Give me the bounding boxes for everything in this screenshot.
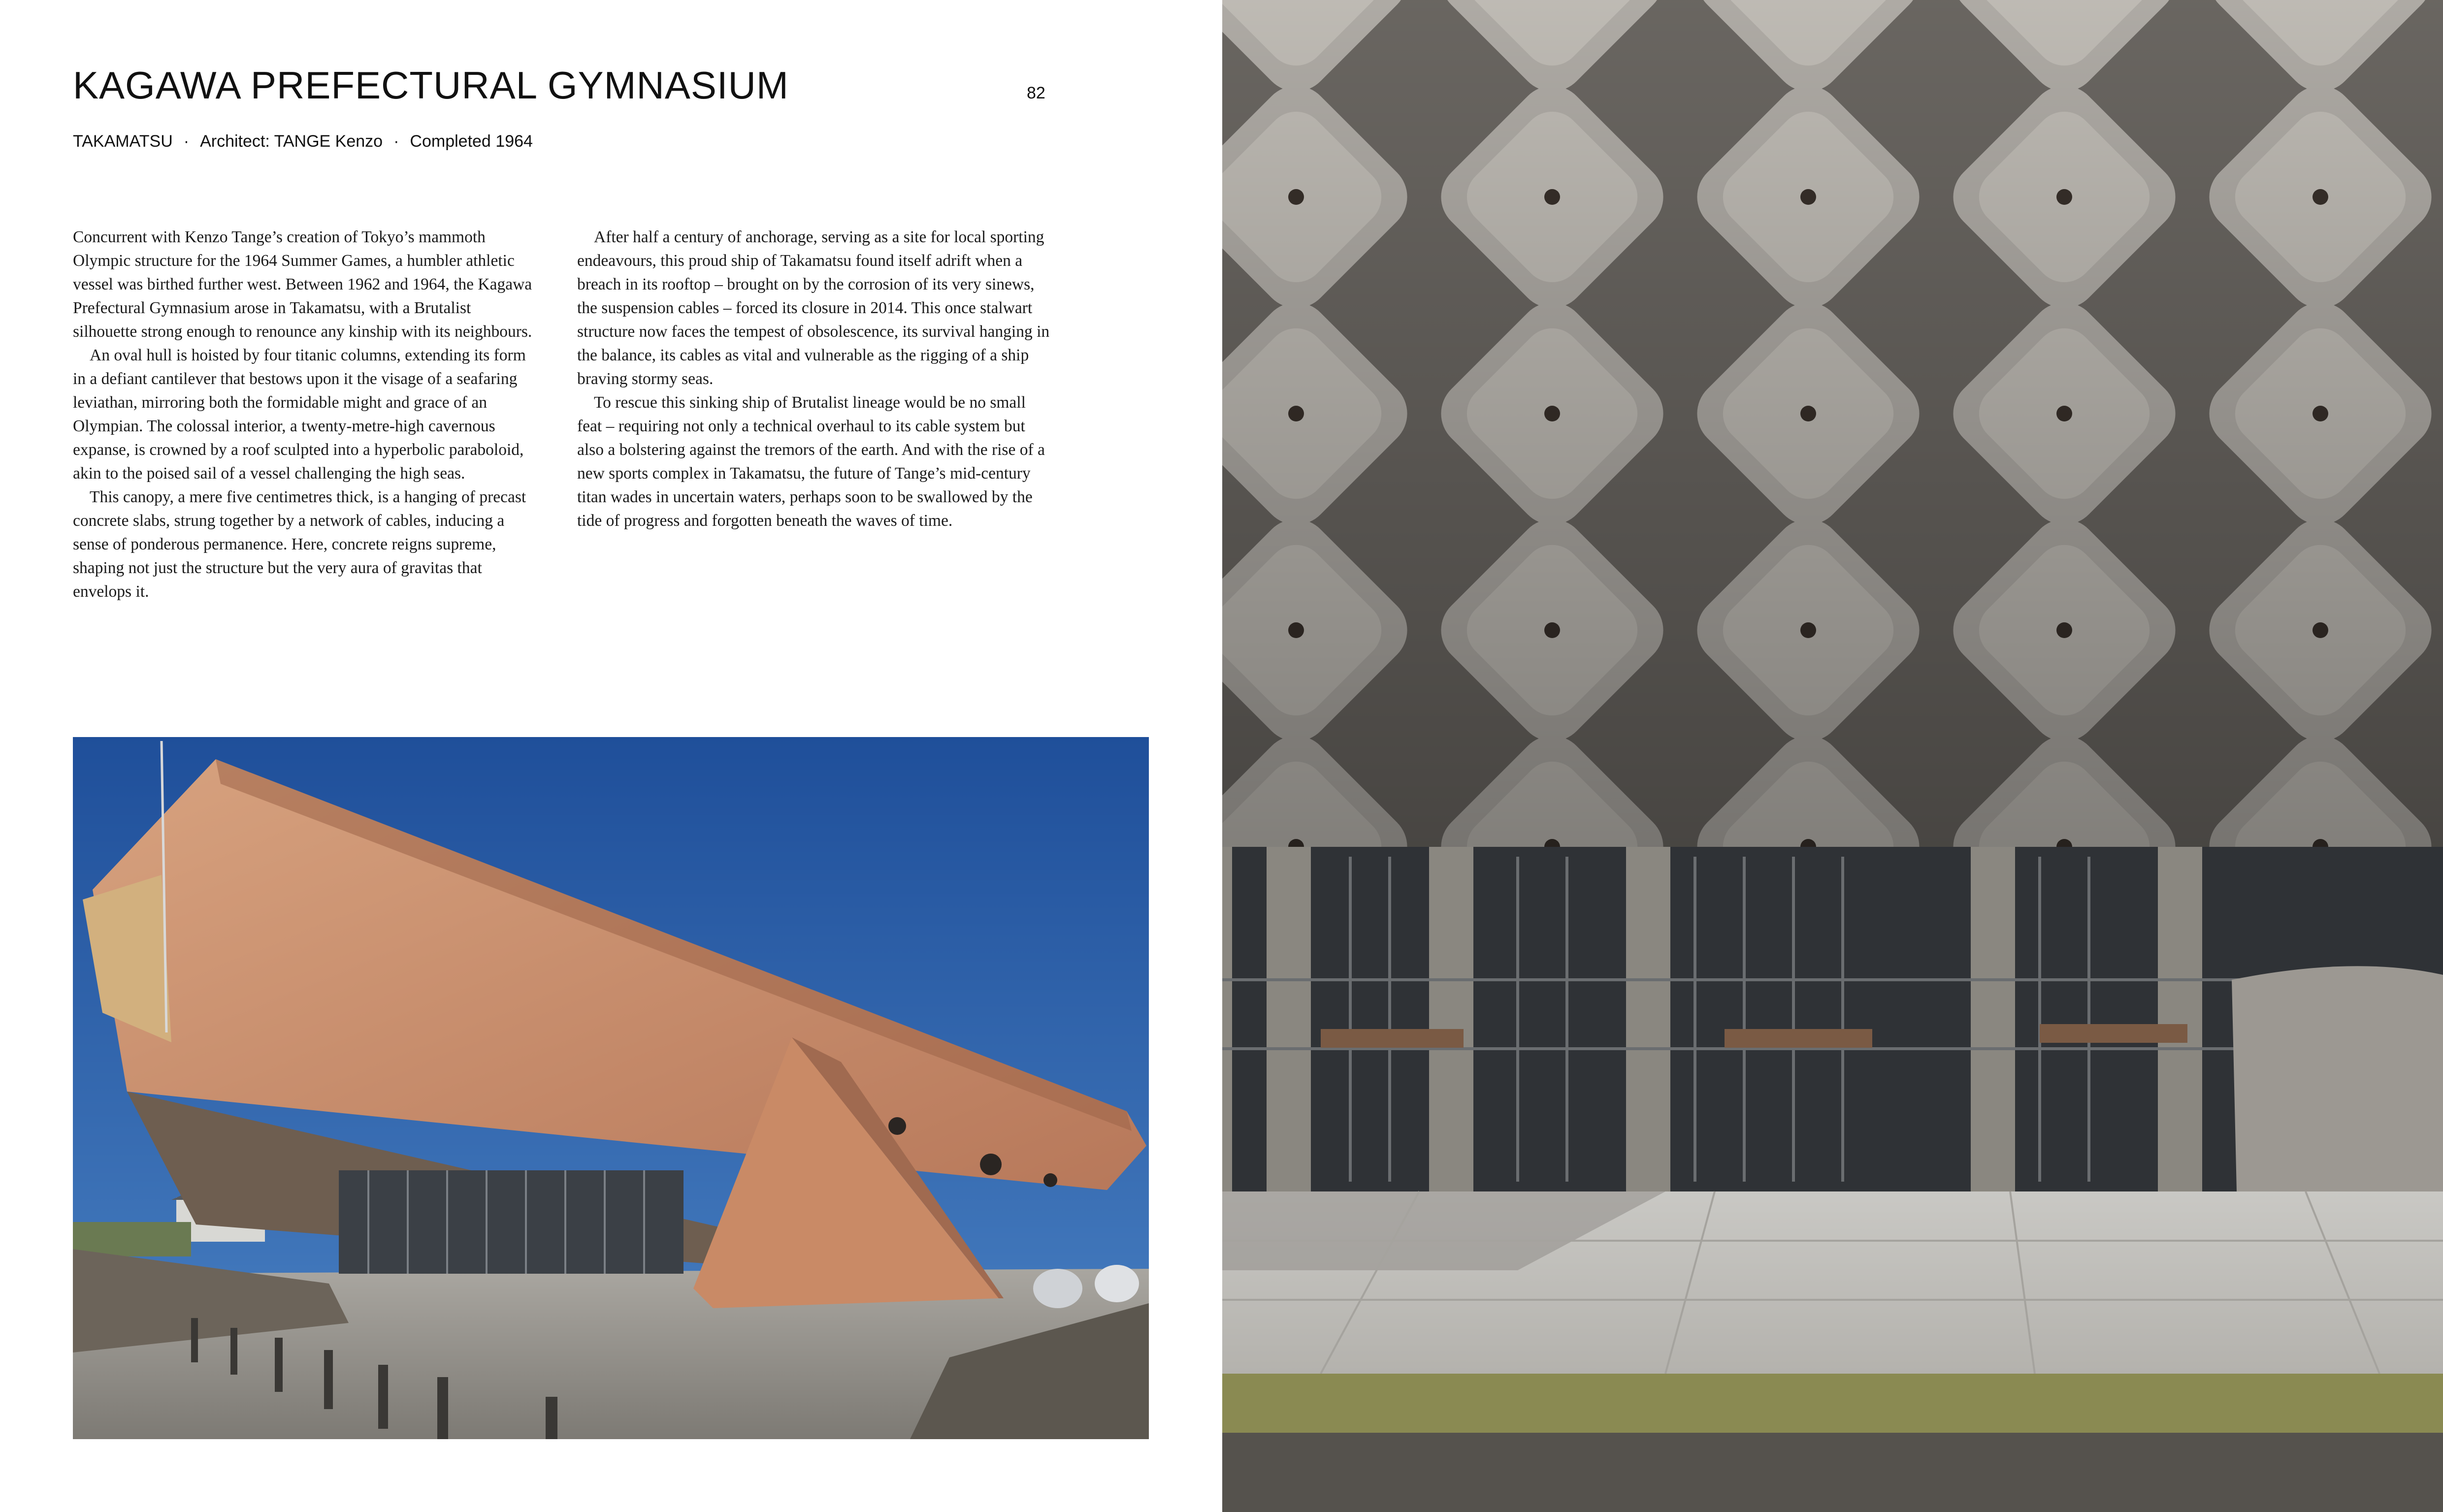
text-column-1: [73, 225, 536, 604]
lamp: [1095, 1265, 1139, 1302]
grass-strip: [1222, 1374, 2443, 1433]
glass-facade: [339, 1170, 684, 1274]
exterior-photo: [73, 737, 1149, 1439]
subtitle-line: [73, 132, 533, 151]
paragraph: Concurrent with Kenzo Tange’s creation of Tokyo’s mammoth Olympic structure for the 1964 Summer Games, a humbler athletic vessel was birthed further west. Between 1962 and 1964, the Kagawa Prefectural Gymnasium arose in Takamatsu, with a Brutalist silhouette strong enough to renounce any kinship with its neighbours.: [73, 228, 532, 341]
stone-wall: [1222, 1433, 2443, 1512]
interior-underside-photo: [1222, 0, 2443, 1512]
page-number: 82: [1027, 84, 1045, 102]
curved-wall: [2232, 966, 2443, 1191]
completed-label: Completed 1964: [410, 132, 533, 151]
left-page: [0, 0, 1221, 1512]
separator: ·: [183, 132, 190, 151]
paragraph: After half a century of anchorage, serving as a site for local sporting endeavours, this proud ship of Takamatsu found itself adrift when a breach in its rooftop – brought on by the corrosion of its very sinews, the suspension cables – forced its closure in 2014. This once stalwart structure now faces the tempest of obsolescence, its survival hanging in the balance, its cables as vital and vulnerable as the rigging of a ship braving stormy seas.: [577, 228, 1050, 388]
paragraph: This canopy, a mere five centimetres thick, is a hanging of precast concrete slabs, strung together by a network of cables, inducing a sense of ponderous permanence. Here, concrete reigns supreme, shaping not just the structure but the very aura of gravitas that envelops it.: [73, 488, 526, 601]
text-column-2: [577, 225, 1050, 533]
paragraph: An oval hull is hoisted by four titanic columns, extending its form in a defiant cantilever that bestows upon it the visage of a seafaring leviathan, mirroring both the formidable might and grace of an Olympian. The colossal interior, a twenty-metre-high cavernous expanse, is crowned by a roof sculpted into a hyperbolic paraboloid, akin to the poised sail of a vessel challenging the high seas.: [73, 346, 526, 483]
architect-label: Architect: TANGE Kenzo: [200, 132, 383, 151]
trees: [73, 1222, 191, 1256]
lamp: [1033, 1269, 1082, 1308]
location-label: TAKAMATSU: [73, 132, 173, 151]
exterior-photo-svg: [73, 737, 1149, 1439]
porthole: [888, 1117, 906, 1135]
separator: ·: [393, 132, 399, 151]
porthole: [980, 1154, 1002, 1175]
porthole: [1043, 1173, 1057, 1187]
page-title: KAGAWA PREFECTURAL GYMNASIUM: [73, 64, 789, 107]
underside-photo-svg: [1222, 0, 2443, 1512]
paragraph: To rescue this sinking ship of Brutalist lineage would be no small feat – requiring not only a technical overhaul to its cable system but also a bolstering against the tremors of the earth. And with the rise of a new sports complex in Takamatsu, the future of Tange’s mid-century titan wades in uncertain waters, perhaps soon to be swallowed by the tide of progress and forgotten beneath the waves of time.: [577, 393, 1045, 530]
ceiling-shade: [1222, 0, 2443, 847]
